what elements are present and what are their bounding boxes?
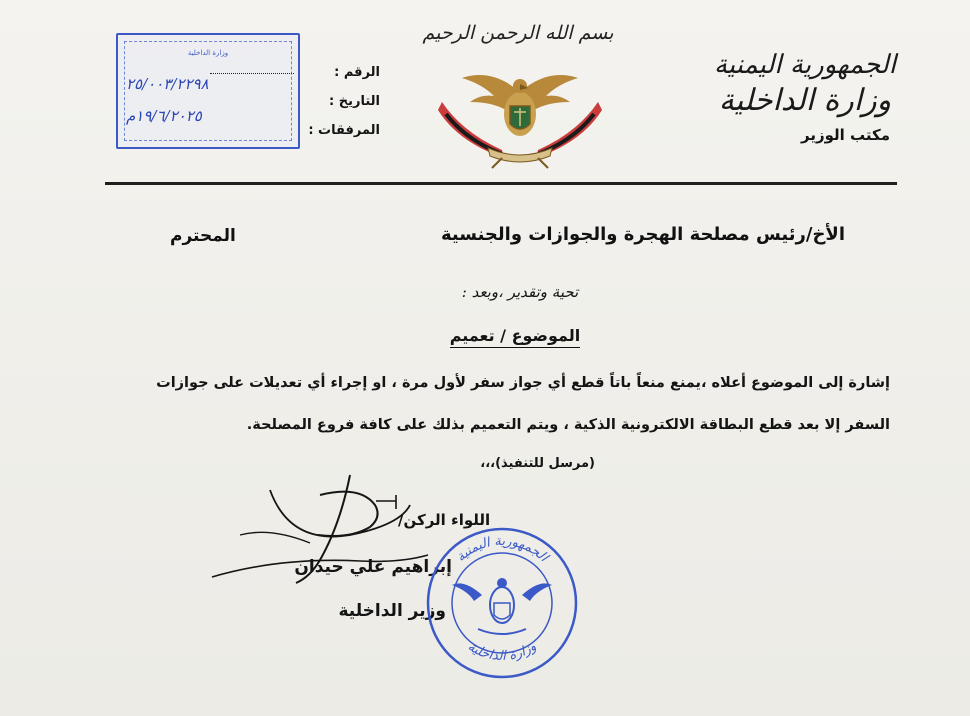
reference-attachments-label: المرفقات : <box>308 123 380 138</box>
subject-text: الموضوع / تعميم <box>450 326 581 348</box>
reference-number-value: ٢٥/٠٠٣/٢٢٩٨ <box>126 75 209 93</box>
sent-for-execution: (مرسل للتنفيذ)،،، <box>480 456 595 471</box>
reference-date-label: التاريخ : <box>329 94 380 109</box>
reference-date-value: ١٩/٦/٢٠٢٥م <box>126 107 202 125</box>
signatory-title: وزير الداخلية <box>338 601 446 621</box>
signatory-rank: اللواء الركن/ <box>398 511 491 529</box>
registry-stamp <box>116 33 300 149</box>
reference-labels <box>292 58 380 145</box>
greeting: تحية وتقدير ،وبعد : <box>461 283 579 301</box>
svg-text:الجمهورية اليمنية: الجمهورية اليمنية <box>453 533 551 565</box>
svg-text:وزارة الداخلية: وزارة الداخلية <box>464 639 540 664</box>
registry-stamp-dotted-line <box>210 73 294 74</box>
reference-number-label: الرقم : <box>334 65 380 80</box>
header-divider <box>105 182 897 185</box>
handwritten-signature <box>200 465 430 595</box>
yemen-emblem-icon <box>432 62 608 172</box>
republic-name: الجمهورية اليمنية <box>713 50 897 80</box>
registry-stamp-header: وزارة الداخلية <box>187 49 229 57</box>
honorific: المحترم <box>170 226 236 246</box>
subject-line <box>400 326 630 345</box>
addressee: الأخ/رئيس مصلحة الهجرة والجوازات والجنسية <box>440 224 845 245</box>
official-seal <box>424 525 580 681</box>
basmala: بسم الله الرحمن الرحيم <box>422 22 614 44</box>
signatory-name: إبراهيم علي حيدان <box>294 557 452 577</box>
ministry-header <box>710 50 900 144</box>
office-name: مكتب الوزير <box>800 126 890 144</box>
body-paragraph: إشارة إلى الموضوع أعلاه ،يمنع منعاً باتاً قطع أي جواز سفر لأول مرة ، او إجراء أي تعديلات على جوازات السفر إلا بعد قطع البطاقة الالكترونية الذكية ، ويتم التعميم بذلك على كافة فروع المصلحة. <box>156 375 890 433</box>
ministry-name: وزارة الداخلية <box>718 83 892 118</box>
